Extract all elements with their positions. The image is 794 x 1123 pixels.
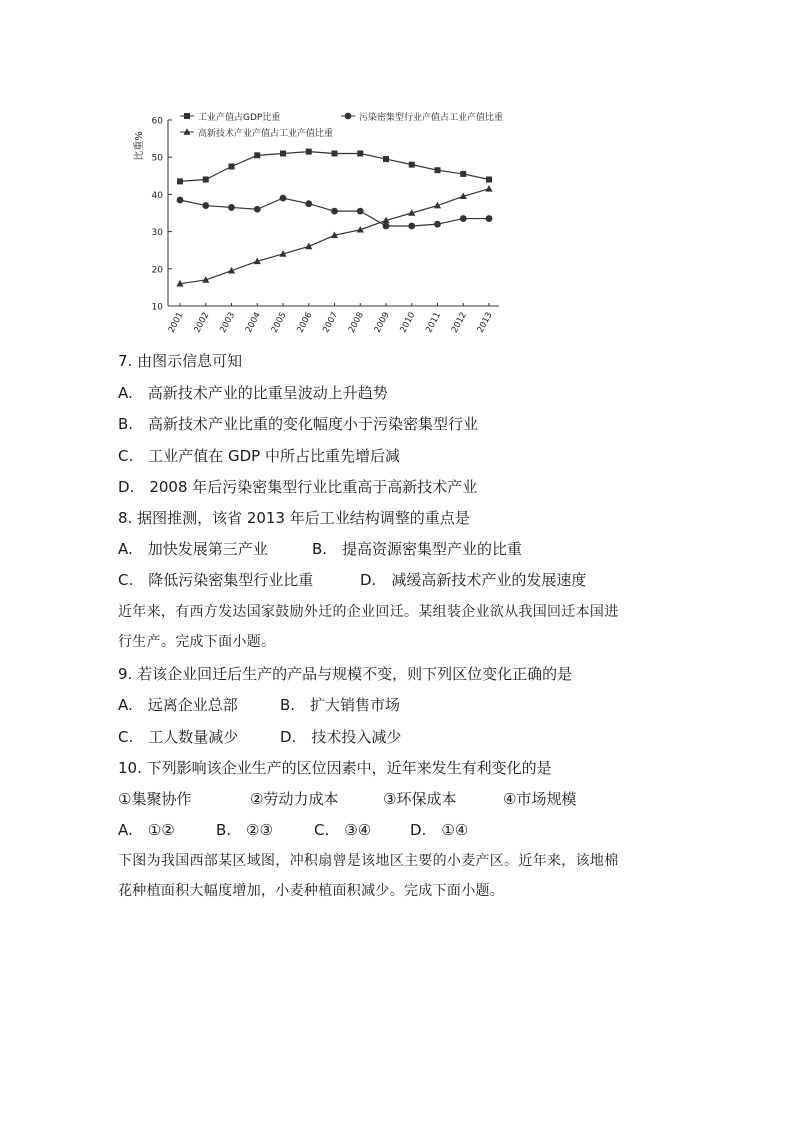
data-point-circle (357, 208, 364, 215)
x-tick-label: 2007 (321, 310, 341, 335)
q9-option-c[interactable]: C. 工人数量减少 (118, 728, 239, 746)
q10-item-3: ③环保成本 (383, 790, 457, 808)
chart-axes (152, 117, 499, 335)
data-point-square (332, 150, 338, 156)
data-point-square (229, 164, 235, 170)
q8-option-a[interactable]: A. 加快发展第三产业 (118, 540, 268, 558)
data-point-circle (408, 223, 415, 230)
data-point-square (184, 113, 190, 119)
q9-option-d[interactable]: D. 技术投入减少 (280, 728, 402, 746)
x-tick-label: 2010 (398, 310, 418, 335)
data-point-circle (460, 215, 467, 222)
q10-item-1: ①集聚协作 (118, 790, 192, 808)
y-tick-label: 30 (151, 228, 163, 239)
q7-option-a[interactable]: A. 高新技术产业的比重呈波动上升趋势 (118, 384, 388, 402)
q8-option-d[interactable]: D. 减缓高新技术产业的发展速度 (360, 571, 587, 589)
question-9-stem: 9. 若该企业回迁后生产的产品与规模不变，则下列区位变化正确的是 (118, 665, 573, 683)
legend-label: 工业产值占GDP比重 (198, 113, 281, 123)
data-point-circle (486, 215, 493, 222)
q8-option-c[interactable]: C. 降低污染密集型行业比重 (118, 571, 314, 589)
y-axis-label: 比重% (134, 131, 145, 161)
data-point-triangle (485, 185, 492, 192)
series-3 (176, 185, 492, 286)
x-tick-label: 2003 (218, 310, 238, 335)
data-point-circle (177, 197, 184, 204)
data-point-circle (254, 206, 261, 213)
x-tick-label: 2009 (372, 310, 392, 335)
x-tick-label: 2008 (346, 310, 366, 335)
data-point-circle (228, 204, 235, 211)
q10-item-2: ②劳动力成本 (250, 790, 339, 808)
legend-label: 高新技术产业产值占工业产值比重 (198, 129, 334, 139)
data-point-circle (345, 113, 352, 120)
q9-option-a[interactable]: A. 远离企业总部 (118, 696, 238, 714)
data-point-circle (331, 208, 338, 215)
data-point-square (254, 152, 260, 158)
passage-1-line-1: 近年来，有西方发达国家鼓励外迁的企业回迁。某组装企业欲从我国回迁本国进 (118, 604, 619, 620)
q10-item-4: ④市场规模 (503, 790, 577, 808)
line-chart (125, 108, 510, 338)
q10-option-d[interactable]: D. ①④ (410, 821, 469, 839)
data-point-square (306, 149, 312, 155)
legend-label: 污染密集型行业产值占工业产值比重 (359, 113, 504, 123)
x-tick-label: 2001 (166, 310, 186, 335)
passage-1-line-2: 行生产。完成下面小题。 (118, 634, 276, 650)
x-tick-label: 2011 (424, 310, 444, 335)
q7-option-d[interactable]: D. 2008 年后污染密集型行业比重高于高新技术产业 (118, 478, 478, 496)
data-point-circle (280, 195, 287, 202)
data-point-square (435, 167, 441, 173)
q9-option-b[interactable]: B. 扩大销售市场 (280, 696, 401, 714)
data-point-square (280, 150, 286, 156)
data-point-square (383, 156, 389, 162)
passage-2-line-2: 花种植面积大幅度增加，小麦种植面积减少。完成下面小题。 (118, 883, 505, 899)
q10-option-b[interactable]: B. ②③ (216, 821, 273, 839)
data-point-square (203, 177, 209, 183)
data-point-circle (434, 221, 441, 228)
x-tick-label: 2012 (449, 310, 469, 335)
y-tick-label: 60 (151, 116, 163, 127)
chart-series (176, 149, 492, 287)
series-2 (177, 195, 493, 230)
question-8-stem: 8. 据图推测，该省 2013 年后工业结构调整的重点是 (118, 509, 470, 527)
x-tick-label: 2006 (295, 310, 315, 335)
chart-legend (180, 111, 503, 139)
data-point-square (177, 178, 183, 184)
data-point-square (409, 162, 415, 168)
x-tick-label: 2005 (269, 310, 289, 335)
series-1 (177, 149, 492, 185)
data-point-circle (202, 202, 209, 209)
q7-option-c[interactable]: C. 工业产值在 GDP 中所占比重先增后减 (118, 447, 400, 465)
data-point-circle (383, 223, 390, 230)
question-7-stem: 7. 由图示信息可知 (118, 352, 243, 370)
x-tick-label: 2002 (192, 310, 212, 335)
question-10-stem: 10. 下列影响该企业生产的区位因素中，近年来发生有利变化的是 (118, 759, 552, 777)
data-point-circle (305, 200, 312, 207)
q7-option-b[interactable]: B. 高新技术产业比重的变化幅度小于污染密集型行业 (118, 415, 479, 433)
y-tick-label: 50 (151, 153, 163, 164)
data-point-square (486, 177, 492, 183)
y-tick-label: 40 (151, 190, 163, 201)
x-tick-label: 2013 (475, 310, 495, 335)
q10-option-c[interactable]: C. ③④ (314, 821, 372, 839)
y-tick-label: 10 (151, 302, 163, 313)
data-point-square (357, 150, 363, 156)
x-tick-label: 2004 (243, 310, 263, 335)
passage-2-line-1: 下图为我国西部某区域图，冲积扇曾是该地区主要的小麦产区。近年来，该地棉 (118, 853, 619, 869)
q10-option-a[interactable]: A. ①② (118, 821, 175, 839)
y-tick-label: 20 (151, 265, 163, 276)
data-point-square (460, 171, 466, 177)
q8-option-b[interactable]: B. 提高资源密集型产业的比重 (312, 540, 523, 558)
